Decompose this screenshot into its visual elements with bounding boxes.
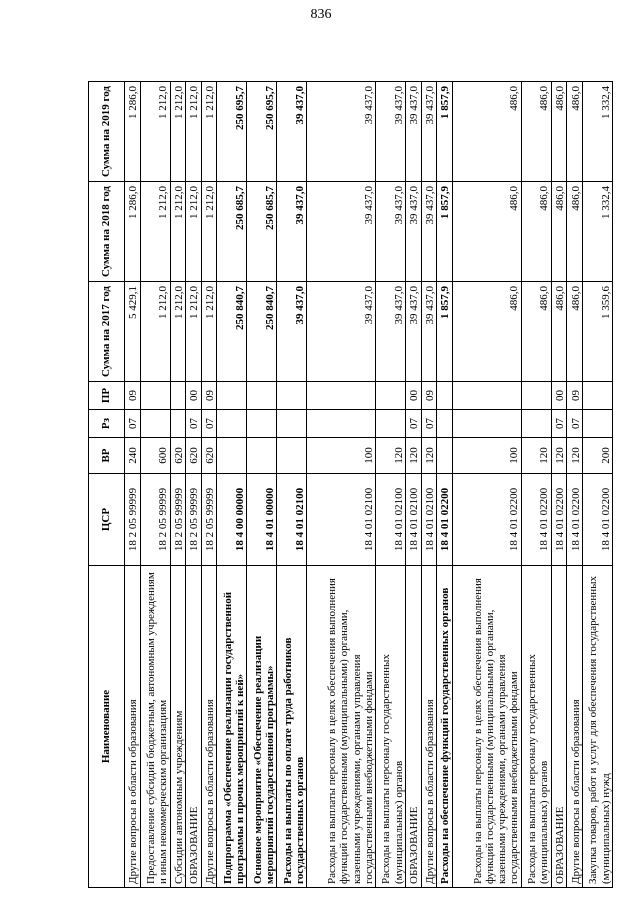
cell-sum-2019: 39 437,0 (421, 82, 437, 182)
cell-sum-2017: 1 857,9 (437, 282, 453, 382)
cell-sum-2017: 1 212,0 (201, 282, 217, 382)
table-row (125, 82, 141, 888)
rotated-budget-table-container (88, 82, 613, 888)
cell-sum-2017: 1 212,0 (170, 282, 186, 382)
header-name: Наименование (89, 566, 125, 888)
cell-vr: 120 (521, 438, 551, 474)
cell-rz (140, 410, 170, 438)
cell-sum-2017: 39 437,0 (406, 282, 422, 382)
cell-sum-2018: 39 437,0 (421, 182, 437, 282)
cell-sum-2018: 250 685,7 (217, 182, 247, 282)
cell-vr: 600 (140, 438, 170, 474)
cell-sum-2019: 1 332,4 (582, 82, 612, 182)
cell-vr: 100 (307, 438, 376, 474)
table-row (140, 82, 170, 888)
cell-vr: 120 (376, 438, 406, 474)
cell-vr: 120 (421, 438, 437, 474)
cell-sum-2017: 1 212,0 (140, 282, 170, 382)
cell-pr: 00 (186, 382, 202, 410)
table-row (452, 82, 521, 888)
cell-vr: 100 (452, 438, 521, 474)
table-row (421, 82, 437, 888)
cell-name: Расходы на выплаты персоналу в целях обеспечения выполнения функций государственными (муниципальными) органами, казенными учреждениями, органами управления государственными внебюджетными фондами (452, 566, 521, 888)
cell-sum-2019: 1 212,0 (201, 82, 217, 182)
cell-vr: 620 (201, 438, 217, 474)
cell-sum-2017: 486,0 (521, 282, 551, 382)
cell-vr (277, 438, 307, 474)
cell-rz (437, 410, 453, 438)
cell-rz (376, 410, 406, 438)
table-row (170, 82, 186, 888)
cell-csr: 18 2 05 99999 (125, 474, 141, 566)
cell-rz (217, 410, 247, 438)
table-row (437, 82, 453, 888)
cell-sum-2017: 1 212,0 (186, 282, 202, 382)
cell-sum-2018: 1 857,9 (437, 182, 453, 282)
cell-pr (277, 382, 307, 410)
cell-rz: 07 (186, 410, 202, 438)
cell-name: Расходы на выплаты персоналу государственных (муниципальных) органов (376, 566, 406, 888)
cell-rz (247, 410, 277, 438)
cell-sum-2017: 39 437,0 (277, 282, 307, 382)
table-row (582, 82, 612, 888)
cell-rz (521, 410, 551, 438)
cell-pr: 00 (406, 382, 422, 410)
cell-name: Расходы на выплаты по оплате труда работников государственных органов (277, 566, 307, 888)
cell-sum-2018: 39 437,0 (307, 182, 376, 282)
cell-name: Расходы на выплаты персоналу в целях обеспечения выполнения функций государственными (муниципальными) органами, казенными учреждениями, органами управления государственными внебюджетными фондами (307, 566, 376, 888)
cell-rz (307, 410, 376, 438)
cell-csr: 18 4 01 02200 (521, 474, 551, 566)
cell-csr: 18 4 01 02200 (437, 474, 453, 566)
cell-pr: 09 (201, 382, 217, 410)
cell-sum-2019: 486,0 (567, 82, 583, 182)
cell-rz: 07 (567, 410, 583, 438)
cell-vr (217, 438, 247, 474)
cell-vr: 120 (551, 438, 567, 474)
cell-sum-2019: 39 437,0 (406, 82, 422, 182)
cell-sum-2017: 486,0 (551, 282, 567, 382)
cell-sum-2019: 250 695,7 (217, 82, 247, 182)
cell-sum-2019: 486,0 (521, 82, 551, 182)
cell-sum-2018: 250 685,7 (247, 182, 277, 282)
cell-sum-2018: 1 212,0 (140, 182, 170, 282)
cell-sum-2019: 39 437,0 (277, 82, 307, 182)
cell-sum-2019: 1 212,0 (170, 82, 186, 182)
cell-sum-2018: 1 212,0 (201, 182, 217, 282)
cell-name: Расходы на выплаты персоналу государственных (муниципальных) органов (521, 566, 551, 888)
table-row (247, 82, 277, 888)
cell-pr: 09 (125, 382, 141, 410)
cell-sum-2017: 1 359,6 (582, 282, 612, 382)
cell-name: Подпрограмма «Обеспечение реализации государственной программы и прочих мероприятий к ней» (217, 566, 247, 888)
cell-csr: 18 2 05 99999 (140, 474, 170, 566)
cell-vr: 620 (186, 438, 202, 474)
header-sum-2017: Сумма на 2017 год (89, 282, 125, 382)
cell-rz (277, 410, 307, 438)
cell-sum-2018: 39 437,0 (376, 182, 406, 282)
cell-vr: 120 (567, 438, 583, 474)
cell-name: Другие вопросы в области образования (421, 566, 437, 888)
cell-rz: 07 (551, 410, 567, 438)
table-row (521, 82, 551, 888)
cell-vr: 620 (170, 438, 186, 474)
cell-vr (247, 438, 277, 474)
cell-name: ОБРАЗОВАНИЕ (551, 566, 567, 888)
cell-csr: 18 4 01 02100 (376, 474, 406, 566)
table-row (551, 82, 567, 888)
cell-vr: 240 (125, 438, 141, 474)
cell-name: Предоставление субсидий бюджетным, автономным учреждениям и иным некоммерческим организациям (140, 566, 170, 888)
table-row (201, 82, 217, 888)
cell-pr: 09 (421, 382, 437, 410)
cell-pr: 00 (551, 382, 567, 410)
cell-csr: 18 4 01 02200 (551, 474, 567, 566)
cell-csr: 18 4 00 00000 (217, 474, 247, 566)
cell-rz (170, 410, 186, 438)
table-row (217, 82, 247, 888)
cell-vr: 200 (582, 438, 612, 474)
cell-csr: 18 4 01 00000 (247, 474, 277, 566)
cell-csr: 18 4 01 02100 (406, 474, 422, 566)
cell-sum-2018: 1 332,4 (582, 182, 612, 282)
cell-csr: 18 2 05 99999 (186, 474, 202, 566)
cell-sum-2019: 1 212,0 (140, 82, 170, 182)
cell-sum-2019: 1 212,0 (186, 82, 202, 182)
cell-name: Другие вопросы в области образования (201, 566, 217, 888)
cell-pr (170, 382, 186, 410)
cell-pr (140, 382, 170, 410)
cell-rz (582, 410, 612, 438)
header-rz: Рз (89, 410, 125, 438)
cell-rz (452, 410, 521, 438)
header-sum-2019: Сумма на 2019 год (89, 82, 125, 182)
cell-sum-2019: 486,0 (452, 82, 521, 182)
cell-csr: 18 4 01 02200 (452, 474, 521, 566)
cell-csr: 18 4 01 02100 (307, 474, 376, 566)
cell-csr: 18 2 05 99999 (201, 474, 217, 566)
cell-sum-2017: 39 437,0 (376, 282, 406, 382)
table-header-row (89, 82, 125, 888)
cell-pr (582, 382, 612, 410)
cell-name: Закупка товаров, работ и услуг для обеспечения государственных (муниципальных) нужд (582, 566, 612, 888)
cell-sum-2017: 250 840,7 (247, 282, 277, 382)
cell-sum-2017: 39 437,0 (307, 282, 376, 382)
cell-pr (376, 382, 406, 410)
cell-sum-2018: 39 437,0 (277, 182, 307, 282)
cell-csr: 18 4 01 02200 (567, 474, 583, 566)
cell-name: Основное мероприятие «Обеспечение реализации мероприятий государственной программы» (247, 566, 277, 888)
header-sum-2018: Сумма на 2018 год (89, 182, 125, 282)
header-csr: ЦСР (89, 474, 125, 566)
cell-name: ОБРАЗОВАНИЕ (406, 566, 422, 888)
cell-sum-2019: 1 857,9 (437, 82, 453, 182)
table-row (406, 82, 422, 888)
table-row (567, 82, 583, 888)
cell-sum-2017: 486,0 (452, 282, 521, 382)
cell-pr (247, 382, 277, 410)
table-body (125, 82, 613, 888)
cell-sum-2018: 1 212,0 (170, 182, 186, 282)
cell-sum-2017: 5 429,1 (125, 282, 141, 382)
cell-sum-2017: 250 840,7 (217, 282, 247, 382)
cell-csr: 18 4 01 02100 (277, 474, 307, 566)
cell-name: Другие вопросы в области образования (125, 566, 141, 888)
table-row (186, 82, 202, 888)
page-number: 836 (310, 7, 332, 22)
cell-rz: 07 (125, 410, 141, 438)
table-row (376, 82, 406, 888)
cell-pr (437, 382, 453, 410)
cell-name: Другие вопросы в области образования (567, 566, 583, 888)
cell-pr (217, 382, 247, 410)
cell-pr (521, 382, 551, 410)
cell-name: ОБРАЗОВАНИЕ (186, 566, 202, 888)
table-row (307, 82, 376, 888)
cell-pr (452, 382, 521, 410)
cell-sum-2018: 1 286,0 (125, 182, 141, 282)
cell-sum-2018: 39 437,0 (406, 182, 422, 282)
cell-sum-2019: 250 695,7 (247, 82, 277, 182)
cell-sum-2019: 1 286,0 (125, 82, 141, 182)
cell-rz: 07 (421, 410, 437, 438)
cell-vr (437, 438, 453, 474)
cell-name: Субсидии автономным учреждениям (170, 566, 186, 888)
cell-name: Расходы на обеспечение функций государственных органов (437, 566, 453, 888)
cell-rz: 07 (201, 410, 217, 438)
cell-sum-2017: 486,0 (567, 282, 583, 382)
budget-table (88, 81, 613, 888)
cell-vr: 120 (406, 438, 422, 474)
cell-pr: 09 (567, 382, 583, 410)
cell-sum-2018: 486,0 (567, 182, 583, 282)
table-row (277, 82, 307, 888)
cell-sum-2018: 486,0 (452, 182, 521, 282)
cell-sum-2018: 486,0 (551, 182, 567, 282)
cell-sum-2019: 486,0 (551, 82, 567, 182)
cell-sum-2017: 39 437,0 (421, 282, 437, 382)
cell-sum-2019: 39 437,0 (376, 82, 406, 182)
header-vr: ВР (89, 438, 125, 474)
header-pr: ПР (89, 382, 125, 410)
cell-csr: 18 4 01 02100 (421, 474, 437, 566)
cell-sum-2018: 1 212,0 (186, 182, 202, 282)
cell-sum-2019: 39 437,0 (307, 82, 376, 182)
cell-rz: 07 (406, 410, 422, 438)
cell-csr: 18 2 05 99999 (170, 474, 186, 566)
cell-pr (307, 382, 376, 410)
cell-sum-2018: 486,0 (521, 182, 551, 282)
cell-csr: 18 4 01 02200 (582, 474, 612, 566)
